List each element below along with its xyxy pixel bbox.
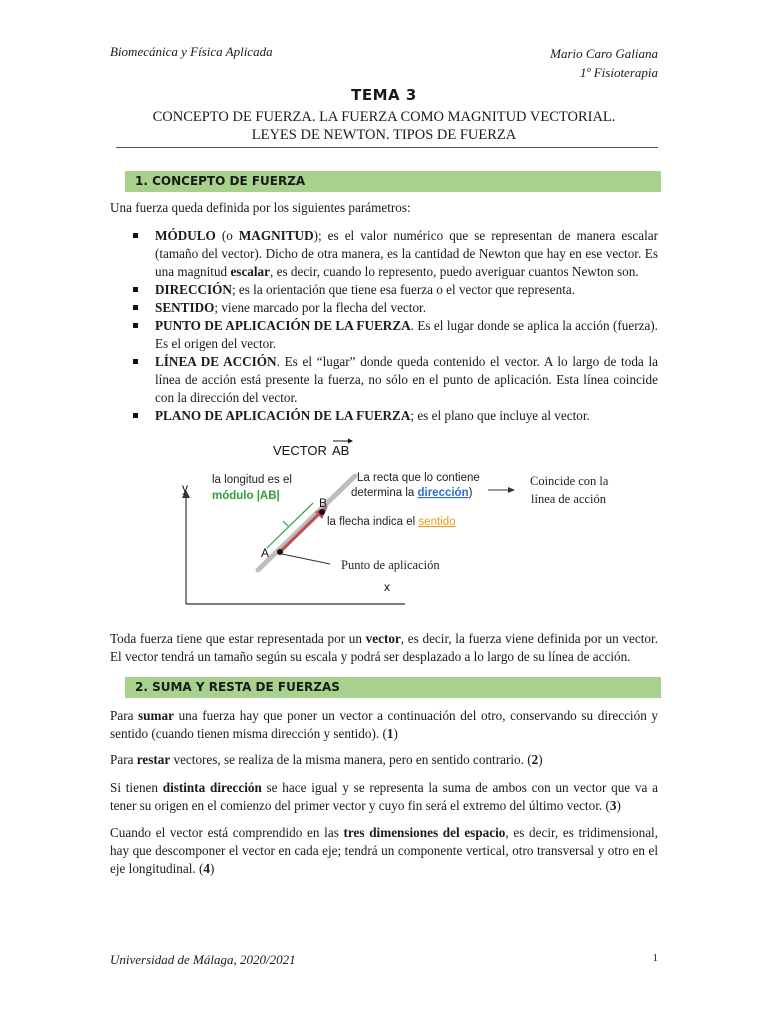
header-course: Biomecánica y Física Aplicada	[110, 44, 273, 59]
page-number: 1	[652, 952, 658, 964]
section-2-p2: Para restar vectores, se realiza de la misma manera, pero en sentido contrario. (2)	[110, 752, 543, 767]
bullet-lead: LÍNEA DE ACCIÓN	[155, 354, 277, 369]
point-a-label: A	[261, 546, 270, 560]
punto-label: Punto de aplicación	[341, 558, 440, 572]
footer-university: Universidad de Málaga, 2020/2021	[110, 952, 296, 967]
vector-overarrow-head	[348, 439, 353, 444]
bullet-lead: SENTIDO	[155, 300, 215, 315]
bullet-lead: PUNTO DE APLICACIÓN DE LA FUERZA	[155, 318, 411, 333]
bullet-square-icon	[133, 287, 138, 292]
bullet-text: ; es el plano que incluye al vector.	[410, 408, 590, 423]
section-1-heading: 1. CONCEPTO DE FUERZA	[125, 171, 661, 192]
header-author-name: Mario Caro Galiana	[550, 46, 658, 61]
title-divider	[116, 147, 658, 148]
length-label-1: la longitud es el	[212, 474, 292, 486]
section-2-p3: Si tienen distinta dirección se hace igual y se representa la suma de ambos con un vector que va a tener su origen en el comienzo del primer vector y cuyo fin será el extremo del último vector. (3)	[110, 780, 658, 813]
list-item-sentido	[110, 299, 658, 317]
figure-title-ab: AB	[332, 443, 350, 458]
parameter-list	[110, 227, 658, 425]
list-item-modulo	[110, 227, 658, 281]
header-author	[550, 44, 658, 82]
figure-title: VECTOR	[273, 443, 327, 458]
section-2-p1: Para sumar una fuerza hay que poner un vector a continuación del otro, conservando su dirección y sentido (cuando tienen misma dirección y sentido). (1)	[110, 708, 658, 741]
subtitle-line1: CONCEPTO DE FUERZA. LA FUERZA COMO MAGNITUD VECTORIAL.	[152, 109, 616, 125]
punto-pointer	[282, 554, 330, 564]
coincide-pointer-head-icon	[508, 487, 515, 493]
bullet-text: . Es el “lugar” donde queda contenido el vector. A lo largo de toda la línea de acción está presente la fuerza, no sólo en el punto de aplicación. Esta línea coincide con la dirección del vector.	[155, 354, 658, 405]
y-axis-label: y	[182, 481, 188, 495]
section-2-p4: Cuando el vector está comprendido en las tres dimensiones del espacio, es decir, es tridimensional, hay que descomponer el vector en cada eje; tendrá un componente vertical, otro transversal y otro en el eje longitudinal. (4)	[110, 825, 659, 876]
bullet-square-icon	[133, 323, 138, 328]
vector-arrow	[280, 513, 320, 552]
header-author-year: 1º Fisioterapia	[579, 65, 658, 80]
vector-ab-figure	[170, 436, 630, 616]
list-item-plano	[110, 407, 658, 425]
length-brace-tick	[283, 521, 288, 526]
bullet-text: . Es el lugar donde se aplica la acción (fuerza). Es el origen del vector.	[155, 318, 658, 351]
bullet-square-icon	[133, 359, 138, 364]
vector-paragraph: Toda fuerza tiene que estar representada por un vector, es decir, la fuerza viene definida por un vector. El vector tendrá un tamaño según su escala y podrá ser desplazado a lo largo de su línea de acción.	[110, 631, 658, 664]
bullet-text: ; es la orientación que tiene esa fuerza o el vector que representa.	[231, 282, 576, 297]
section-1-intro: Una fuerza queda definida por los siguientes parámetros:	[110, 200, 411, 215]
line-label-1: La recta que lo contiene	[357, 472, 480, 484]
bullet-text-modulo: (o MAGNITUD); es el valor numérico que se representan de manera escalar (tamaño del vector). Dicho de otra manera, es la cantidad de Newton que hay en ese vector. Es una magnitud escalar, es decir, cuando lo represento, puedo averiguar cuantos Newton son.	[155, 228, 658, 279]
bullet-lead: MÓDULO	[155, 228, 216, 243]
bullet-square-icon	[133, 233, 138, 238]
subtitle-line2: LEYES DE NEWTON. TIPOS DE FUERZA	[251, 127, 517, 143]
bullet-square-icon	[133, 305, 138, 310]
x-axis-label: x	[384, 580, 390, 594]
topic-subtitle	[0, 108, 768, 144]
coincide-label-2: línea de acción	[531, 492, 606, 506]
coincide-label-1: Coincide con la	[530, 474, 609, 488]
bullet-lead: PLANO DE APLICACIÓN DE LA FUERZA	[155, 408, 411, 423]
section-2-heading: 2. SUMA Y RESTA DE FUERZAS	[125, 677, 661, 698]
bullet-square-icon	[133, 413, 138, 418]
topic-title: TEMA 3	[351, 86, 417, 104]
list-item-linea	[110, 353, 658, 407]
bullet-lead: DIRECCIÓN	[155, 282, 232, 297]
point-b-label: B	[319, 496, 328, 510]
line-label-2: determina la dirección)	[351, 487, 473, 499]
list-item-direccion	[110, 281, 658, 299]
list-item-punto	[110, 317, 658, 353]
arrow-label: la flecha indica el sentido	[327, 516, 456, 528]
bullet-text: ; viene marcado por la flecha del vector.	[214, 300, 427, 315]
length-label-2: módulo |AB|	[212, 490, 280, 502]
